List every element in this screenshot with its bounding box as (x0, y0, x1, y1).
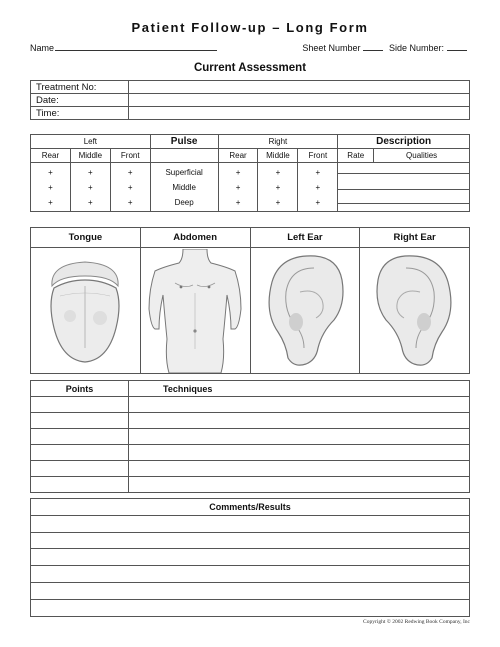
abdomen-panel (140, 228, 250, 373)
treatment-no-field[interactable] (129, 81, 470, 94)
left-rear-col: Rear (31, 149, 71, 163)
section-title-current-assessment: Current Assessment (193, 62, 307, 74)
time-label: Time: (31, 107, 129, 120)
left-ear-panel (250, 228, 360, 373)
description-fields[interactable] (338, 163, 470, 212)
points-row[interactable] (31, 429, 470, 445)
right-front-col: Front (298, 149, 338, 163)
left-ear-diagram[interactable] (251, 248, 360, 373)
sheet-side-fields (302, 42, 470, 53)
rate-col: Rate (338, 149, 374, 163)
right-ear-label: Right Ear (360, 228, 469, 248)
abdomen-illustration (145, 249, 245, 373)
comments-row[interactable] (31, 515, 470, 532)
tongue-panel (31, 228, 140, 373)
level-middle: Middle (172, 183, 196, 192)
comments-row[interactable] (31, 566, 470, 583)
abdomen-diagram[interactable] (141, 248, 250, 373)
time-field[interactable] (129, 107, 470, 120)
qualities-col: Qualities (374, 149, 470, 163)
points-row[interactable] (31, 461, 470, 477)
date-label: Date: (31, 94, 129, 107)
points-row[interactable] (31, 397, 470, 413)
points-row[interactable] (31, 445, 470, 461)
abdomen-label: Abdomen (141, 228, 250, 248)
treatment-no-label: Treatment No: (31, 81, 129, 94)
copyright-notice: Copyright © 2002 Redwing Book Company, Inc (363, 619, 470, 625)
treatment-row (31, 81, 470, 94)
sheet-number-blank[interactable] (363, 42, 383, 51)
left-front-col: Front (110, 149, 150, 163)
tongue-label: Tongue (31, 228, 140, 248)
right-middle-marks[interactable]: + + + (258, 163, 298, 212)
treatment-table (30, 80, 470, 120)
left-middle-col: Middle (70, 149, 110, 163)
body-diagram-panels (30, 227, 470, 374)
techniques-header: Techniques (129, 381, 470, 397)
side-number-label: Side Number: (388, 43, 444, 53)
sheet-number-label: Sheet Number (302, 43, 361, 53)
points-header: Points (31, 381, 129, 397)
comments-row[interactable] (31, 532, 470, 549)
right-front-marks[interactable]: + + + (298, 163, 338, 212)
right-ear-diagram[interactable] (360, 248, 469, 373)
tongue-illustration (40, 256, 130, 366)
left-front-marks[interactable]: + + + (110, 163, 150, 212)
tongue-diagram[interactable] (31, 248, 140, 373)
left-ear-illustration (260, 252, 350, 370)
left-ear-label: Left Ear (251, 228, 360, 248)
level-deep: Deep (174, 198, 194, 207)
date-row (31, 94, 470, 107)
pulse-header: Pulse (150, 135, 218, 149)
pulse-left-header: Left (31, 135, 151, 149)
name-blank[interactable] (55, 42, 217, 51)
comments-header: Comments/Results (31, 499, 470, 516)
left-middle-marks[interactable]: + + + (70, 163, 110, 212)
right-ear-illustration (370, 252, 460, 370)
pulse-level-col (150, 149, 218, 163)
pulse-table (30, 134, 470, 212)
side-number-blank[interactable] (447, 42, 467, 51)
points-techniques-table (30, 380, 470, 493)
form-title: Patient Follow-up – Long Form (131, 20, 369, 35)
level-superficial: Superficial (165, 168, 203, 177)
pulse-levels (150, 163, 218, 212)
description-header: Description (338, 135, 470, 149)
comments-row[interactable] (31, 549, 470, 566)
right-middle-col: Middle (258, 149, 298, 163)
right-rear-col: Rear (218, 149, 258, 163)
comments-row[interactable] (31, 582, 470, 599)
time-row (31, 107, 470, 120)
right-ear-panel (359, 228, 469, 373)
comments-table (30, 498, 470, 617)
name-label: Name (30, 43, 55, 53)
pulse-right-header: Right (218, 135, 338, 149)
right-rear-marks[interactable]: + + + (218, 163, 258, 212)
name-field[interactable] (30, 42, 217, 53)
left-rear-marks[interactable]: + + + (31, 163, 71, 212)
comments-row[interactable] (31, 599, 470, 616)
points-row[interactable] (31, 477, 470, 493)
date-field[interactable] (129, 94, 470, 107)
points-row[interactable] (31, 413, 470, 429)
